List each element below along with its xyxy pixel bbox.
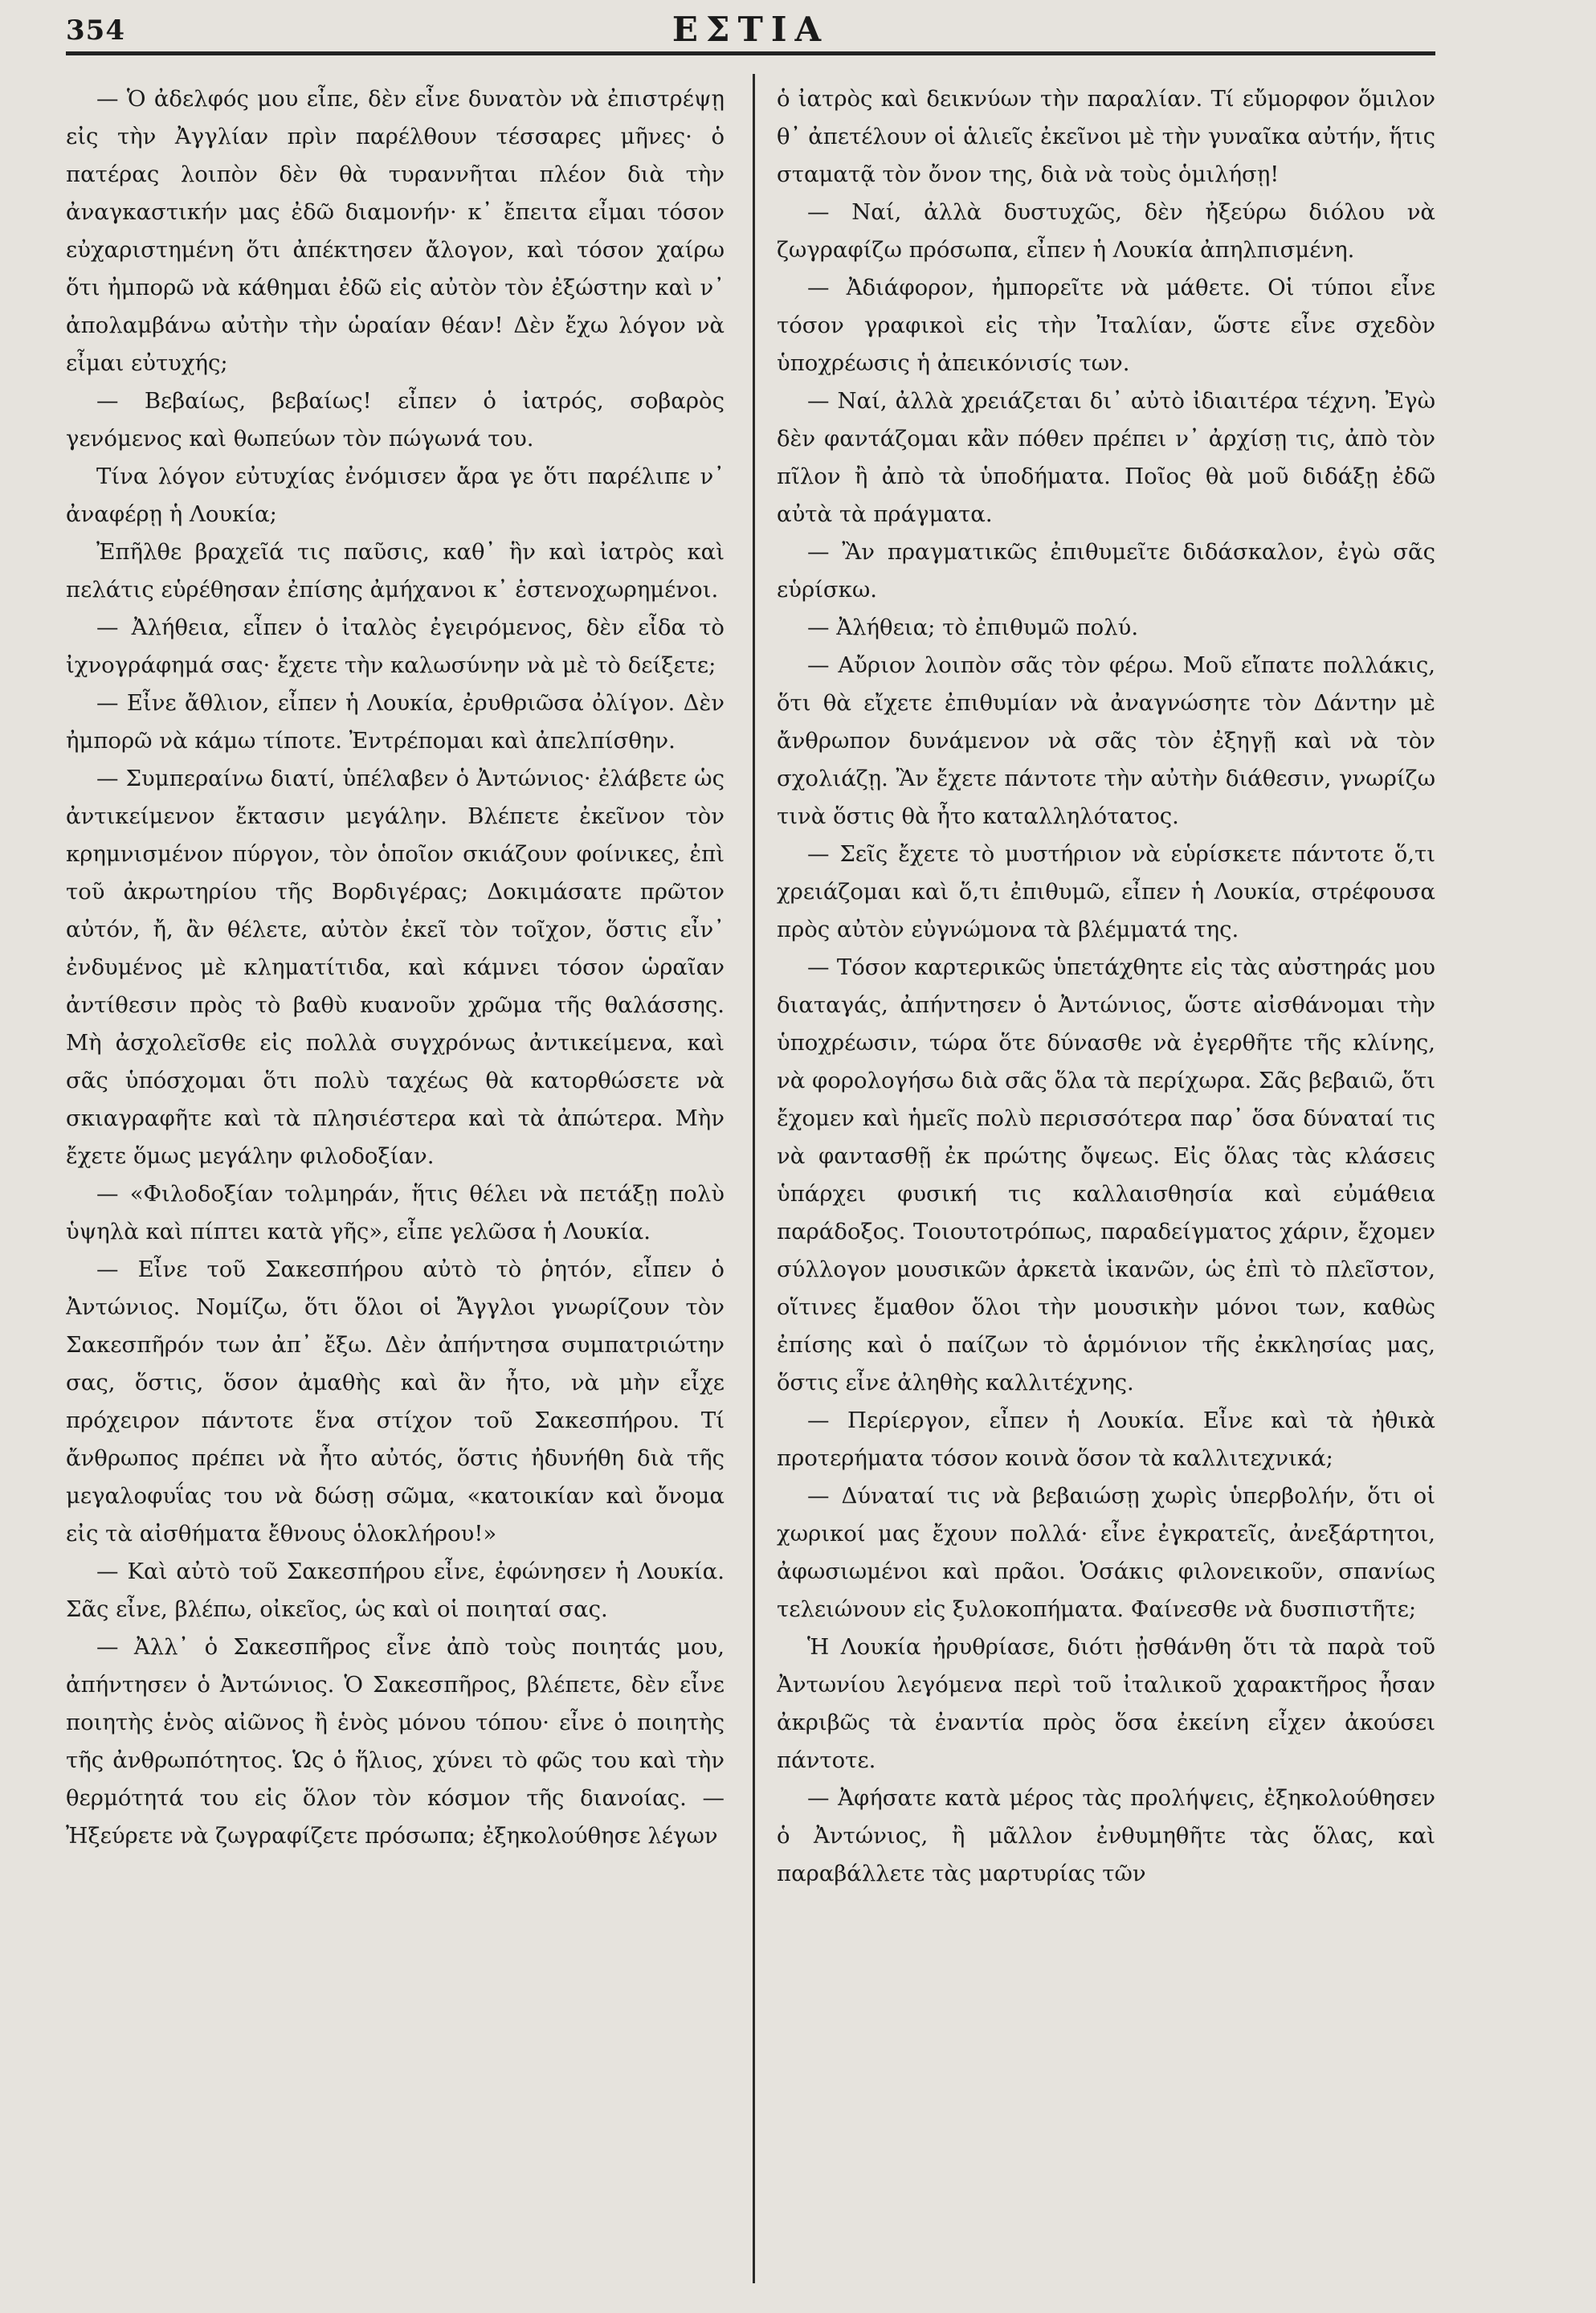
paragraph: — «Φιλοδοξίαν τολμηράν, ἥτις θέλει νὰ πετάξῃ πολὺ ὑψηλὰ καὶ πίπτει κατὰ γῆς», εἶπε γελῶσα ἡ Λουκία. <box>66 1181 725 1244</box>
paragraph: — Συμπεραίνω διατί, ὑπέλαβεν ὁ Ἀντώνιος· ἐλάβετε ὡς ἀντικείμενον ἔκτασιν μεγάλην. Βλέπετε ἐκεῖνον τὸν κρημνισμένον πύργον, τὸν ὁποῖον σκιάζουν φοίνικες, ἐπὶ τοῦ ἀκρωτηρίου τῆς Βορδιγέρας; Δοκιμάσατε πρῶτον αὐτόν, ἤ, ἂν θέλετε, αὐτὸν ἐκεῖ τὸν τοῖχον, ὅστις εἶν᾿ ἐνδυμένος μὲ κληματίτιδα, καὶ κάμνει τόσον ὡραῖαν ἀντίθεσιν πρὸς τὸ βαθὺ κυανοῦν χρῶμα τῆς θαλάσσης. Μὴ ἀσχολεῖσθε εἰς πολλὰ συγχρόνως ἀντικείμενα, καὶ σᾶς ὑπόσχομαι ὅτι πολὺ ταχέως θὰ κατορθώσετε νὰ σκιαγραφῆτε καὶ τὰ πλησιέστερα καὶ τὰ ἀπώτερα. Μὴν ἔχετε ὅμως μεγάλην φιλοδοξίαν. <box>66 766 725 1169</box>
paragraph: — Ἀλήθεια, εἶπεν ὁ ἰταλὸς ἐγειρόμενος, δὲν εἶδα τὸ ἰχνογράφημά σας· ἔχετε τὴν καλωσύνην νὰ μὲ τὸ δείξετε; <box>66 615 725 678</box>
paragraph: — Καὶ αὐτὸ τοῦ Σακεσπήρου εἶνε, ἐφώνησεν ἡ Λουκία. Σᾶς εἶνε, βλέπω, οἰκεῖος, ὡς καὶ οἱ ποιηταί σας. <box>66 1559 725 1622</box>
paragraph: — Εἶνε τοῦ Σακεσπήρου αὐτὸ τὸ ῥητόν, εἶπεν ὁ Ἀντώνιος. Νομίζω, ὅτι ὅλοι οἱ Ἄγγλοι γνωρίζουν τὸν Σακεσπῆρόν των ἀπ᾿ ἔξω. Δὲν ἀπήντησα συμπατριώτην σας, ὅστις, ὅσον ἀμαθὴς καὶ ἂν ἦτο, νὰ μὴν εἶχε πρόχειρον πάντοτε ἕνα στίχον τοῦ Σακεσπήρου. Τί ἄνθρωπος πρέπει νὰ ἦτο αὐτός, ὅστις ἠδυνήθη διὰ τῆς μεγαλοφυΐας του νὰ δώσῃ σῶμα, «κατοικίαν καὶ ὄνομα εἰς τὰ αἰσθήματα ἔθνους ὁλοκλήρου!» <box>66 1257 725 1547</box>
paragraph: — Σεῖς ἔχετε τὸ μυστήριον νὰ εὑρίσκετε πάντοτε ὅ,τι χρειάζομαι καὶ ὅ,τι ἐπιθυμῶ, εἶπεν ἡ Λουκία, στρέφουσα πρὸς αὐτὸν εὐγνώμονα τὰ βλέμματά της. <box>777 841 1435 942</box>
paragraph: Τίνα λόγον εὐτυχίας ἐνόμισεν ἄρα γε ὅτι παρέλιπε ν᾿ ἀναφέρῃ ἡ Λουκία; <box>66 464 725 527</box>
paragraph: — Ἀλήθεια; τὸ ἐπιθυμῶ πολύ. <box>807 615 1139 640</box>
header-rule <box>66 51 1435 55</box>
paragraph: ὁ ἰατρὸς καὶ δεικνύων τὴν παραλίαν. Τί εὔμορφον ὅμιλον θ᾿ ἀπετέλουν οἱ ἁλιεῖς ἐκεῖνοι μὲ τὴν γυναῖκα αὐτήν, ἥτις σταματᾷ τὸν ὄνον της, διὰ νὰ τοὺς ὁμιλήσῃ! <box>777 86 1435 187</box>
paragraph: Ἐπῆλθε βραχεῖά τις παῦσις, καθ᾿ ἣν καὶ ἰατρὸς καὶ πελάτις εὑρέθησαν ἐπίσης ἀμήχανοι κ᾿ ἐστενοχωρημένοι. <box>66 539 725 603</box>
paragraph: — Τόσον καρτερικῶς ὑπετάχθητε εἰς τὰς αὐστηράς μου διαταγάς, ἀπήντησεν ὁ Ἀντώνιος, ὥστε αἰσθάνομαι τὴν ὑποχρέωσιν, τώρα ὅτε δύνασθε νὰ ἐγερθῆτε τῆς κλίνης, νὰ φορολογήσω διὰ σᾶς ὅλα τὰ περίχωρα. Σᾶς βεβαιῶ, ὅτι ἔχομεν καὶ ἡμεῖς πολὺ περισσότερα παρ᾿ ὅσα δύναταί τις νὰ φαντασθῇ ἐκ πρώτης ὄψεως. Εἰς ὅλας τὰς κλάσεις ὑπάρχει φυσική τις καλλαισθησία καὶ εὐμάθεια παράδοξος. Τοιουτοτρόπως, παραδείγματος χάριν, ἔχομεν σύλλογον μουσικῶν ἀρκετὰ ἱκανῶν, ὡς ἐπὶ τὸ πλεῖστον, οἵτινες ἔμαθον ὅλοι τὴν μουσικὴν μόνοι των, καθὼς ἐπίσης καὶ ὁ παίζων τὸ ἁρμόνιον τῆς ἐκκλησίας μας, ὅστις εἶνε ἀληθὴς καλλιτέχνης. <box>777 954 1435 1396</box>
paragraph: — Ναί, ἀλλὰ δυστυχῶς, δὲν ἠξεύρω διόλου νὰ ζωγραφίζω πρόσωπα, εἶπεν ἡ Λουκία ἀπηλπισμένη. <box>777 199 1435 263</box>
paragraph: — Βεβαίως, βεβαίως! εἶπεν ὁ ἰατρός, σοβαρὸς γενόμενος καὶ θωπεύων τὸν πώγωνά του. <box>66 388 725 452</box>
running-title: ΕΣΤΙΑ <box>671 10 830 49</box>
column-rule <box>753 74 755 2283</box>
page-header <box>66 8 1435 47</box>
paragraph: — Ἂν πραγματικῶς ἐπιθυμεῖτε διδάσκαλον, ἐγὼ σᾶς εὑρίσκω. <box>777 539 1435 603</box>
paragraph: — Δύναταί τις νὰ βεβαιώσῃ χωρὶς ὑπερβολήν, ὅτι οἱ χωρικοί μας ἔχουν πολλά· εἶνε ἐγκρατεῖς, ἀνεξάρτητοι, ἀφωσιωμένοι καὶ πρᾶοι. Ὁσάκις φιλονεικοῦν, σπανίως τελειώνουν εἰς ξυλοκοπήματα. Φαίνεσθε νὰ δυσπιστῆτε; <box>777 1483 1435 1622</box>
paragraph: — Ναί, ἀλλὰ χρειάζεται δι᾿ αὐτὸ ἰδιαιτέρα τέχνη. Ἐγὼ δὲν φαντάζομαι κἂν πόθεν πρέπει ν᾿ ἀρχίσῃ τις, ἀπὸ τὸν πῖλον ἢ ἀπὸ τὰ ὑποδήματα. Ποῖος θὰ μοῦ διδάξῃ ἐδῶ αὐτὰ τὰ πράγματα. <box>777 388 1435 527</box>
left-column <box>66 80 725 2282</box>
right-column <box>777 80 1435 2282</box>
paragraph: — Ἀλλ᾿ ὁ Σακεσπῆρος εἶνε ἀπὸ τοὺς ποιητάς μου, ἀπήντησεν ὁ Ἀντώνιος. Ὁ Σακεσπῆρος, βλέπετε, δὲν εἶνε ποιητὴς ἑνὸς αἰῶνος ἢ ἑνὸς μόνου τόπου· εἶνε ὁ ποιητὴς τῆς ἀνθρωπότητος. Ὡς ὁ ἥλιος, χύνει τὸ φῶς του καὶ τὴν θερμότητά του εἰς ὅλον τὸν κόσμον τῆς διανοίας. — Ἠξεύρετε νὰ ζωγραφίζετε πρόσωπα; ἐξηκολούθησε λέγων <box>66 1634 725 1849</box>
paragraph: — Αὔριον λοιπὸν σᾶς τὸν φέρω. Μοῦ εἴπατε πολλάκις, ὅτι θὰ εἴχετε ἐπιθυμίαν νὰ ἀναγνώσητε τὸν Δάντην μὲ ἄνθρωπον δυνάμενον νὰ σᾶς τὸν ἐξηγῇ καὶ νὰ τὸν σχολιάζῃ. Ἂν ἔχετε πάντοτε τὴν αὐτὴν διάθεσιν, γνωρίζω τινὰ ὅστις θὰ ἦτο καταλληλότατος. <box>777 652 1435 829</box>
paragraph: — Περίεργον, εἶπεν ἡ Λουκία. Εἶνε καὶ τὰ ἠθικὰ προτερήματα τόσον κοινὰ ὅσον τὰ καλλιτεχνικά; <box>777 1408 1435 1471</box>
paragraph: Ἡ Λουκία ἠρυθρίασε, διότι ᾐσθάνθη ὅτι τὰ παρὰ τοῦ Ἀντωνίου λεγόμενα περὶ τοῦ ἰταλικοῦ χαρακτῆρος ἦσαν ἀκριβῶς τὰ ἐναντία πρὸς ὅσα ἐκείνη εἶχεν ἀκούσει πάντοτε. <box>777 1634 1435 1773</box>
paragraph: — Ὁ ἀδελφός μου εἶπε, δὲν εἶνε δυνατὸν νὰ ἐπιστρέψῃ εἰς τὴν Ἀγγλίαν πρὶν παρέλθουν τέσσαρες μῆνες· ὁ πατέρας λοιπὸν δὲν θὰ τυραννῆται πλέον διὰ τὴν ἀναγκαστικήν μας ἐδῶ διαμονήν· κ᾿ ἔπειτα εἶμαι τόσον εὐχαριστημένη ὅτι ἀπέκτησεν ἄλογον, καὶ τόσον χαίρω ὅτι ἠμπορῶ νὰ κάθημαι ἐδῶ εἰς αὐτὸν τὸν ἐξώστην καὶ ν᾿ ἀπολαμβάνω αὐτὴν τὴν ὡραίαν θέαν! Δὲν ἔχω λόγον νὰ εἶμαι εὐτυχής; <box>66 86 725 376</box>
page-number: 354 <box>66 14 125 47</box>
paragraph: — Εἶνε ἄθλιον, εἶπεν ἡ Λουκία, ἐρυθριῶσα ὀλίγον. Δὲν ἠμπορῶ νὰ κάμω τίποτε. Ἐντρέπομαι καὶ ἀπελπίσθην. <box>66 690 725 754</box>
paragraph: — Ἀφήσατε κατὰ μέρος τὰς προλήψεις, ἐξηκολούθησεν ὁ Ἀντώνιος, ἢ μᾶλλον ἐνθυμηθῆτε τὰς ὅλας, καὶ παραβάλλετε τὰς μαρτυρίας τῶν <box>777 1785 1435 1886</box>
paragraph: — Ἀδιάφορον, ἠμπορεῖτε νὰ μάθετε. Οἱ τύποι εἶνε τόσον γραφικοὶ εἰς τὴν Ἰταλίαν, ὥστε εἶνε σχεδὸν ὑποχρέωσις ἡ ἀπεικόνισίς των. <box>777 275 1435 376</box>
